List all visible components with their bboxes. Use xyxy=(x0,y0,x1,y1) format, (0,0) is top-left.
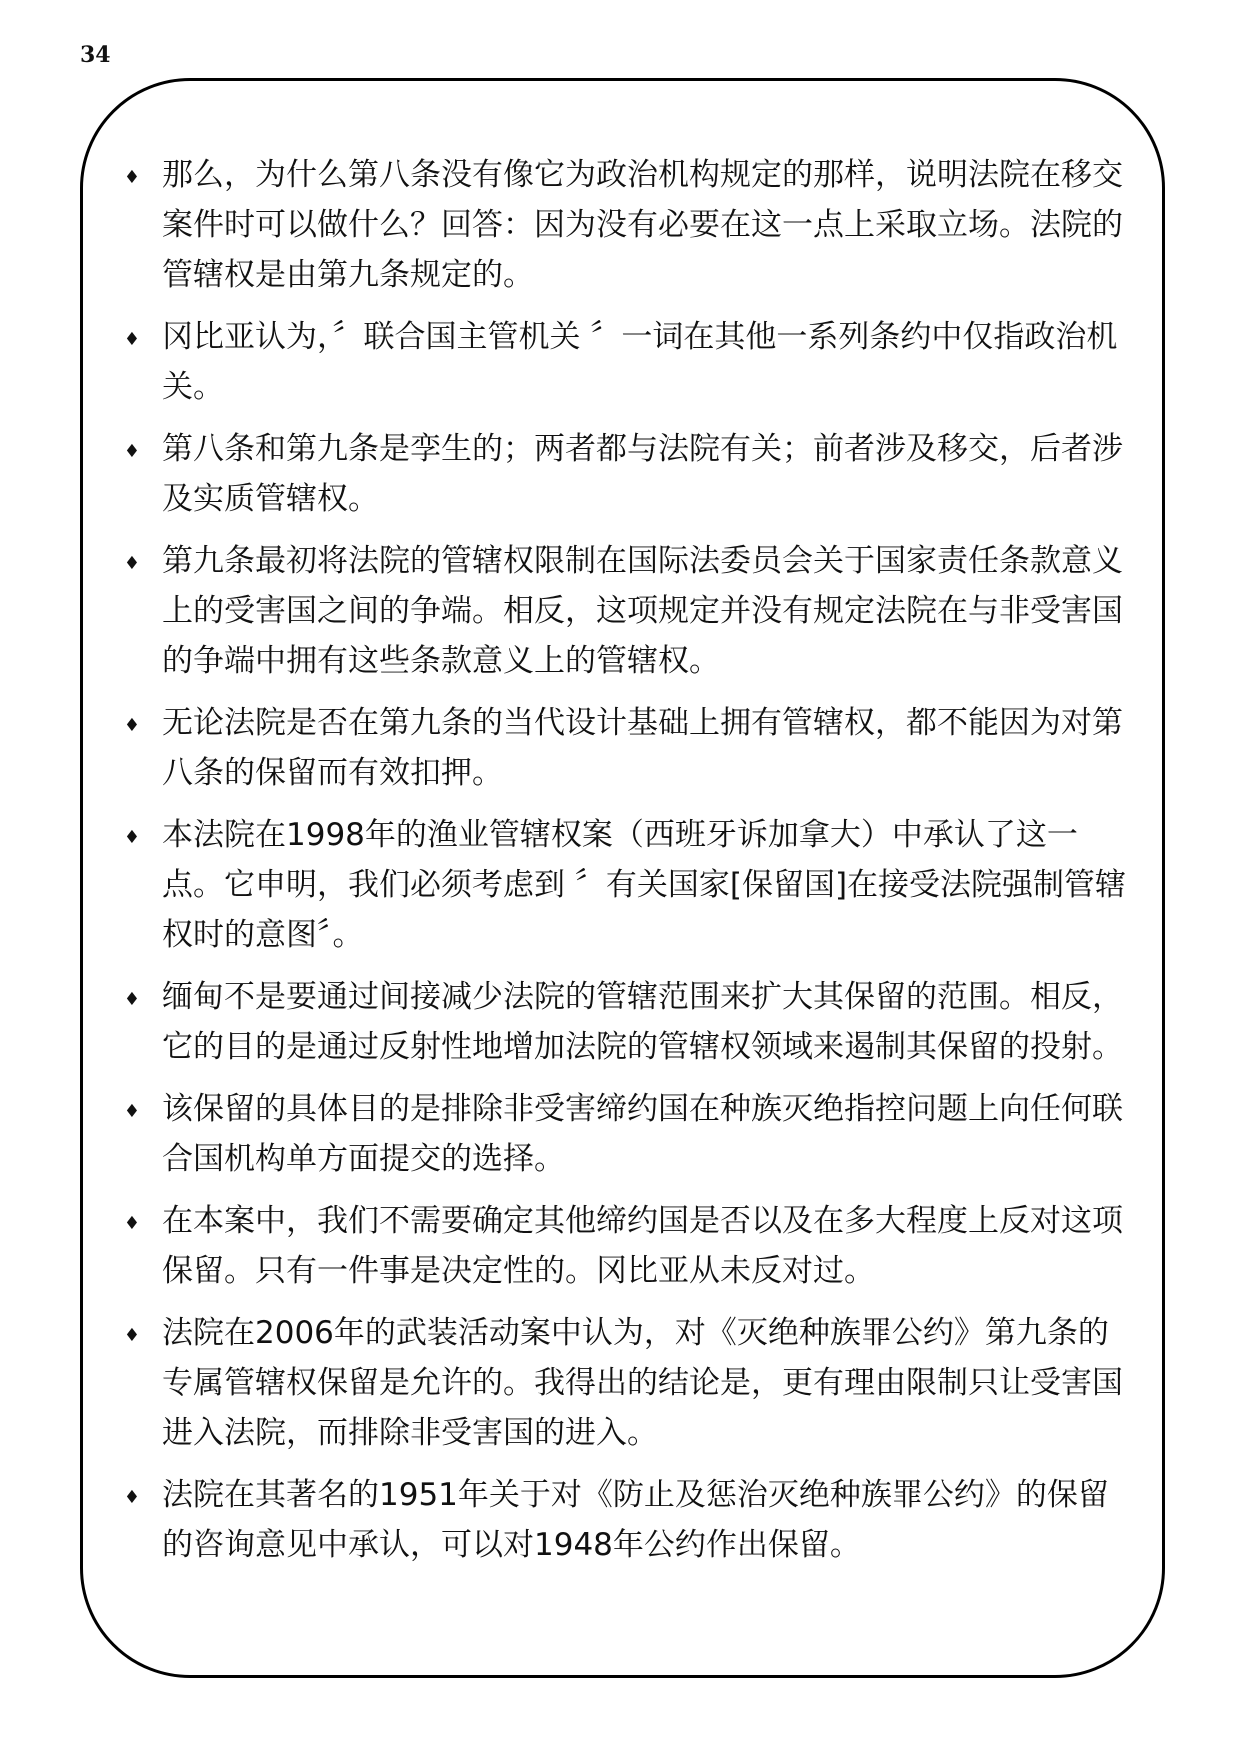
page-number: 34 xyxy=(80,42,111,68)
diamond-bullet-icon: ♦ xyxy=(123,1325,141,1346)
list-item-text: 法院在其著名的1951年关于对《防止及惩治灭绝种族罪公约》的保留的咨询意见中承认，可以对1948年公约作出保留。 xyxy=(162,1477,1109,1563)
list-item xyxy=(120,1196,1130,1296)
list-item xyxy=(120,1084,1130,1184)
diamond-bullet-icon: ♦ xyxy=(123,553,141,574)
diamond-bullet-icon: ♦ xyxy=(123,1487,141,1508)
list-item-text: 冈比亚认为，〞联合国主管机关 〞一词在其他一系列条约中仅指政治机关。 xyxy=(162,319,1118,405)
list-item xyxy=(120,536,1130,686)
diamond-bullet-icon: ♦ xyxy=(123,827,141,848)
list-item-text: 法院在2006年的武装活动案中认为，对《灭绝种族罪公约》第九条的专属管辖权保留是允许的。我得出的结论是，更有理由限制只让受害国进入法院，而排除非受害国的进入。 xyxy=(162,1315,1123,1451)
diamond-bullet-icon: ♦ xyxy=(123,329,141,350)
list-item xyxy=(120,1308,1130,1458)
list-item-text: 该保留的具体目的是排除非受害缔约国在种族灭绝指控问题上向任何联合国机构单方面提交的选择。 xyxy=(162,1091,1123,1177)
list-item xyxy=(120,312,1130,412)
list-item xyxy=(120,150,1130,300)
list-item xyxy=(120,972,1130,1072)
list-item-text: 在本案中，我们不需要确定其他缔约国是否以及在多大程度上反对这项保留。只有一件事是决定性的。冈比亚从未反对过。 xyxy=(162,1203,1123,1289)
bullet-list xyxy=(120,150,1130,1582)
diamond-bullet-icon: ♦ xyxy=(123,715,141,736)
list-item-text: 第八条和第九条是孪生的；两者都与法院有关；前者涉及移交，后者涉及实质管辖权。 xyxy=(162,431,1123,517)
list-item-text: 本法院在1998年的渔业管辖权案（西班牙诉加拿大）中承认了这一点。它申明，我们必须考虑到 〞有关国家[保留国]在接受法院强制管辖权时的意图〞。 xyxy=(162,817,1127,953)
diamond-bullet-icon: ♦ xyxy=(123,1213,141,1234)
list-item xyxy=(120,698,1130,798)
diamond-bullet-icon: ♦ xyxy=(123,1101,141,1122)
diamond-bullet-icon: ♦ xyxy=(123,441,141,462)
list-item-text: 无论法院是否在第九条的当代设计基础上拥有管辖权，都不能因为对第八条的保留而有效扣押。 xyxy=(162,705,1123,791)
list-item-text: 第九条最初将法院的管辖权限制在国际法委员会关于国家责任条款意义上的受害国之间的争端。相反，这项规定并没有规定法院在与非受害国的争端中拥有这些条款意义上的管辖权。 xyxy=(162,543,1123,679)
list-item xyxy=(120,810,1130,960)
diamond-bullet-icon: ♦ xyxy=(123,989,141,1010)
list-item xyxy=(120,1470,1130,1570)
list-item-text: 缅甸不是要通过间接减少法院的管辖范围来扩大其保留的范围。相反，它的目的是通过反射性地增加法院的管辖权领域来遏制其保留的投射。 xyxy=(162,979,1123,1065)
list-item-text: 那么，为什么第八条没有像它为政治机构规定的那样，说明法院在移交案件时可以做什么？回答：因为没有必要在这一点上采取立场。法院的管辖权是由第九条规定的。 xyxy=(162,157,1123,293)
list-item xyxy=(120,424,1130,524)
diamond-bullet-icon: ♦ xyxy=(123,167,141,188)
